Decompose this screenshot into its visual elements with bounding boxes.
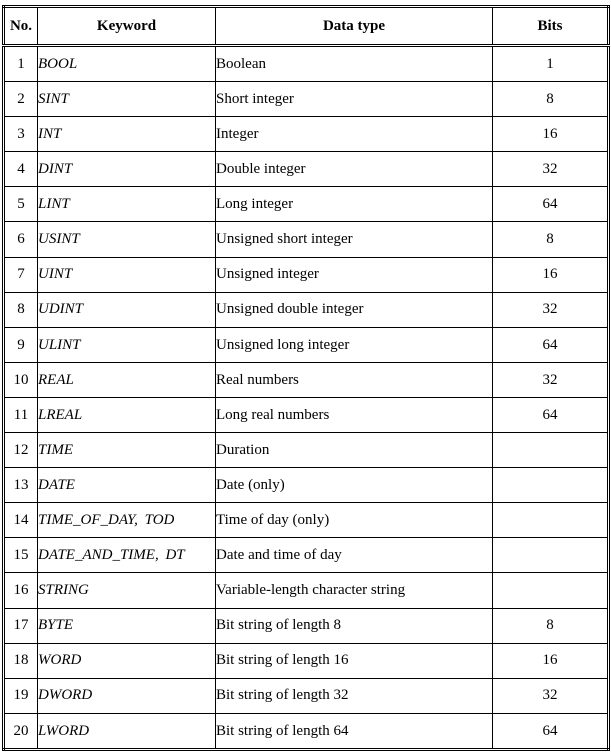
row-number: 20 [4, 713, 38, 749]
row-data-type: Double integer [216, 152, 493, 187]
row-data-type: Real numbers [216, 362, 493, 397]
table-row [4, 468, 609, 503]
row-bits [493, 468, 609, 503]
row-bits: 32 [493, 152, 609, 187]
row-keyword: STRING [38, 573, 216, 608]
row-bits: 16 [493, 117, 609, 152]
row-data-type: Variable-length character string [216, 573, 493, 608]
row-bits: 8 [493, 608, 609, 643]
row-number: 3 [4, 117, 38, 152]
table-row [4, 222, 609, 257]
row-data-type: Unsigned short integer [216, 222, 493, 257]
row-data-type: Boolean [216, 46, 493, 82]
table-row [4, 187, 609, 222]
table-row [4, 362, 609, 397]
row-keyword: LREAL [38, 397, 216, 432]
row-bits: 16 [493, 643, 609, 678]
row-bits: 32 [493, 362, 609, 397]
row-bits [493, 503, 609, 538]
data-types-table-container [2, 5, 607, 751]
row-data-type: Unsigned double integer [216, 292, 493, 327]
table-row [4, 538, 609, 573]
row-keyword: BYTE [38, 608, 216, 643]
row-number: 9 [4, 327, 38, 362]
row-bits [493, 573, 609, 608]
row-number: 15 [4, 538, 38, 573]
table-row [4, 573, 609, 608]
row-number: 14 [4, 503, 38, 538]
table-row [4, 433, 609, 468]
row-keyword: TIME [38, 433, 216, 468]
row-data-type: Bit string of length 8 [216, 608, 493, 643]
row-bits: 64 [493, 327, 609, 362]
header-keyword: Keyword [38, 7, 216, 46]
table-row [4, 152, 609, 187]
row-keyword: USINT [38, 222, 216, 257]
row-data-type: Integer [216, 117, 493, 152]
row-data-type: Long real numbers [216, 397, 493, 432]
table-row [4, 608, 609, 643]
table-body [4, 46, 609, 750]
row-keyword: REAL [38, 362, 216, 397]
row-data-type: Duration [216, 433, 493, 468]
row-keyword: LWORD [38, 713, 216, 749]
header-row [4, 7, 609, 46]
row-data-type: Time of day (only) [216, 503, 493, 538]
row-data-type: Date and time of day [216, 538, 493, 573]
header-bits: Bits [493, 7, 609, 46]
row-bits [493, 538, 609, 573]
row-bits: 64 [493, 713, 609, 749]
row-keyword: UDINT [38, 292, 216, 327]
row-keyword: DINT [38, 152, 216, 187]
row-number: 7 [4, 257, 38, 292]
row-number: 11 [4, 397, 38, 432]
table-header [4, 7, 609, 46]
row-keyword: DATE [38, 468, 216, 503]
row-data-type: Unsigned integer [216, 257, 493, 292]
row-data-type: Bit string of length 16 [216, 643, 493, 678]
row-keyword: INT [38, 117, 216, 152]
row-number: 2 [4, 82, 38, 117]
row-bits: 32 [493, 292, 609, 327]
row-bits: 16 [493, 257, 609, 292]
row-number: 6 [4, 222, 38, 257]
row-bits: 1 [493, 46, 609, 82]
row-bits [493, 433, 609, 468]
row-keyword: UINT [38, 257, 216, 292]
data-types-table [2, 5, 610, 751]
row-data-type: Bit string of length 64 [216, 713, 493, 749]
row-number: 13 [4, 468, 38, 503]
table-row [4, 327, 609, 362]
table-row [4, 292, 609, 327]
table-row [4, 678, 609, 713]
table-row [4, 117, 609, 152]
row-number: 4 [4, 152, 38, 187]
row-number: 16 [4, 573, 38, 608]
table-row [4, 82, 609, 117]
row-keyword: WORD [38, 643, 216, 678]
row-keyword: TIME_OF_DAY, TOD [38, 503, 216, 538]
row-number: 17 [4, 608, 38, 643]
table-row [4, 643, 609, 678]
table-row [4, 397, 609, 432]
table-row [4, 503, 609, 538]
row-bits: 8 [493, 82, 609, 117]
row-keyword: SINT [38, 82, 216, 117]
row-number: 8 [4, 292, 38, 327]
header-no: No. [4, 7, 38, 46]
row-bits: 32 [493, 678, 609, 713]
row-data-type: Long integer [216, 187, 493, 222]
row-keyword: LINT [38, 187, 216, 222]
row-data-type: Unsigned long integer [216, 327, 493, 362]
row-keyword: DATE_AND_TIME, DT [38, 538, 216, 573]
row-bits: 64 [493, 397, 609, 432]
row-bits: 64 [493, 187, 609, 222]
row-number: 12 [4, 433, 38, 468]
row-number: 5 [4, 187, 38, 222]
row-bits: 8 [493, 222, 609, 257]
table-row [4, 713, 609, 749]
row-keyword: ULINT [38, 327, 216, 362]
row-data-type: Bit string of length 32 [216, 678, 493, 713]
row-number: 1 [4, 46, 38, 82]
table-row [4, 257, 609, 292]
row-keyword: BOOL [38, 46, 216, 82]
row-data-type: Date (only) [216, 468, 493, 503]
header-data-type: Data type [216, 7, 493, 46]
row-number: 19 [4, 678, 38, 713]
table-row [4, 46, 609, 82]
row-keyword: DWORD [38, 678, 216, 713]
row-number: 18 [4, 643, 38, 678]
row-data-type: Short integer [216, 82, 493, 117]
row-number: 10 [4, 362, 38, 397]
